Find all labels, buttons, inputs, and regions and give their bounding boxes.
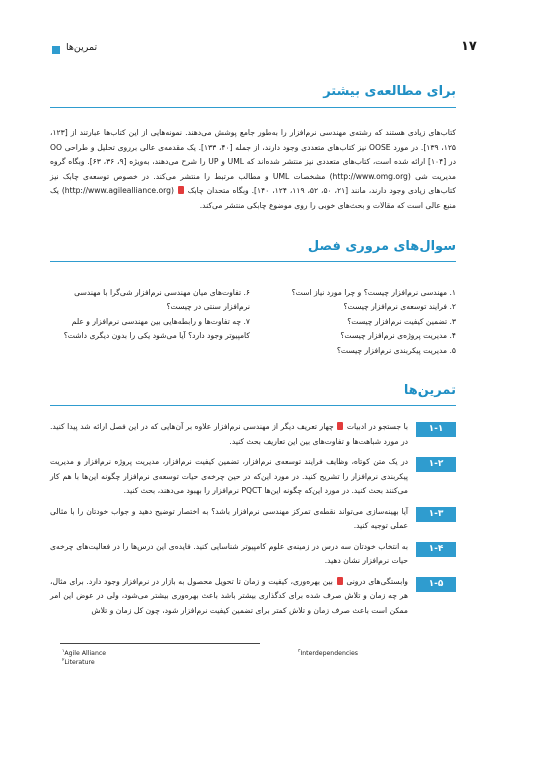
- further-reading-heading: برای مطالعه‌ی بیشتر: [323, 84, 456, 99]
- review-question: ۱. مهندسی نرم‌افزار چیست؟ و چرا مورد نیاز است؟: [291, 288, 456, 297]
- exercise-item: [50, 575, 456, 619]
- footnote-marker-icon: [178, 186, 184, 194]
- exercise-list: [50, 420, 456, 618]
- footnote: $^۳$Interdependencies: [298, 649, 359, 658]
- footnote: $^۱$Agile Alliance: [62, 649, 107, 658]
- header-square-icon: [52, 46, 60, 54]
- review-question: ۴. مدیریت پروژه‌ی نرم‌افزار چیست؟: [340, 331, 456, 341]
- exercise-text-part: با جستجو در ادبیات: [346, 422, 409, 431]
- further-reading-rule: [50, 107, 456, 108]
- review-question: ۲. فرایند توسعه‌ی نرم‌افزار چیست؟: [343, 302, 456, 312]
- exercise-text: آیا بهینه‌سازی می‌تواند نقطه‌ی تمرکز مهندسی نرم‌افزار باشد؟ به اختصار توضیح دهید و جواب خودتان را با مثالی عملی توجیه کنید.: [50, 506, 408, 530]
- exercise-text: [50, 420, 408, 449]
- exercise-item: [50, 420, 456, 449]
- exercise-item: [50, 540, 456, 569]
- footnote: $^۲$Literature: [62, 658, 95, 667]
- review-questions-rule: [50, 261, 456, 262]
- exercise-item: [50, 505, 456, 534]
- exercise-text-part: چهار تعریف دیگر از مهندسی نرم‌افزار علاوه بر آن‌هایی که در این فصل ارائه شد پیدا کنید. در مورد شباهت‌ها و تفاوت‌های بین این تعاریف بحث کنید.: [50, 422, 408, 446]
- review-question: ۳. تضمین کیفیت نرم‌افزار چیست؟: [347, 316, 456, 326]
- review-question: ۵. مدیریت پیکربندی نرم‌افزار چیست؟: [336, 345, 456, 355]
- review-question: ۷. چه تفاوت‌ها و رابطه‌هایی بین مهندسی نرم‌افزار و علم کامپیوتر وجود دارد؟ آیا می‌شود یکی را بدون دیگری داشت؟: [63, 316, 250, 341]
- review-question: ۶. تفاوت‌های میان مهندسی نرم‌افزار شی‌گرا با مهندسی نرم‌افزار سنتی در چیست؟: [74, 288, 250, 312]
- exercise-number-badge: ۱-۲: [416, 457, 456, 472]
- exercises-rule: [50, 405, 456, 406]
- exercise-number-badge: ۱-۵: [416, 577, 456, 592]
- exercise-item: [50, 455, 456, 499]
- exercise-text: [50, 575, 408, 619]
- exercise-text-part: وابستگی‌های درونی: [346, 576, 408, 586]
- review-questions-heading: سوال‌های مروری فصل: [307, 239, 456, 254]
- page-number: ۱۷: [461, 39, 477, 54]
- exercise-text: در یک متن کوتاه، وظایف فرایند توسعه‌ی نرم‌افزار، تضمین کیفیت نرم‌افزار، مدیریت پروژه نرم‌افزار و مدیریت پیکربندی نرم‌افزار را تشریح کنید. در مورد این‌که در حین چرخه‌ی حیات توسعه‌ی نرم‌افزار چگونه این‌ها با هم کار می‌کنند بحث کنید. در مورد این‌که چگونه این‌ها PQCT نرم‌افزار را بهبود می‌دهند، بحث کنید.: [50, 457, 408, 495]
- exercises-heading: تمرین‌ها: [403, 383, 456, 398]
- footnote-rule: [60, 643, 260, 644]
- further-reading-paragraph: [50, 126, 456, 214]
- exercise-number-badge: ۱-۳: [416, 507, 456, 522]
- exercise-text: به انتخاب خودتان سه درس در زمینه‌ی علوم کامپیوتر شناسایی کنید. فایده‌ی این درس‌ها را در فعالیت‌های چرخه‌ی حیات نرم‌افزار نشان دهید.: [50, 541, 408, 565]
- exercise-number-badge: ۱-۱: [416, 422, 456, 437]
- exercise-number-badge: ۱-۴: [416, 542, 456, 557]
- running-header-title: تمرین‌ها: [66, 42, 98, 53]
- footnote-marker-icon: [337, 577, 343, 585]
- footnote-marker-icon: [337, 422, 343, 430]
- exercise-text-part: بین بهره‌وری، کیفیت و زمان تا تحویل محصول به بازار در نرم‌افزار وجود دارد. برای مثال، هر چه زمان و تلاش صرف شده برای کدگذاری بیشتر باشد باعث بهره‌وری بیشتر می‌شود، ولی در عوض این امر ممکن است باعث صرف زمان و تلاش کمتر برای تضمین کیفیت نرم‌افزار شود، چون کل زمان و تلاش: [50, 576, 408, 615]
- review-questions-right-column: [264, 286, 456, 358]
- further-reading-text-2: (http://www.agilealliance.org) یک منبع عالی است که مقالات و بحث‌های خوبی را روی موضوع چابکی منتشر می‌کند.: [50, 186, 456, 210]
- further-reading-text-1: کتاب‌های زیادی هستند که رشته‌ی مهندسی نرم‌افزار را به‌طور جامع پوشش می‌دهند. نمونه‌هایی از این کتاب‌ها عبارتند از [۱۲۳، ۱۲۵، ۱۳۹]. در مورد OOSE نیز کتاب‌های متعددی وجود دارند، از جمله [۴۰، ۱۳۳]. یک مقدمه‌ی عالی برروی تحلیل و طراحی OO در [۱۰۴] ارائه شده است، کتاب‌های متعددی نیز منتشر شده‌اند که UML و UP را شرح می‌دهند، به‌ویژه [۹، ۳۶، ۶۳]. وبگاه گروه مدیریت شی (http://www.omg.org) مشخصات UML و مطالب مرتبط را منتشر می‌کند. در خصوص توسعه‌ی چابک نیز کتاب‌های زیادی وجود دارند، مانند [۲۱، ۵۰، ۵۲، ۱۱۹، ۱۲۴، ۱۴۰]. وبگاه متحدان چابک: [50, 128, 457, 196]
- review-questions-left-column: [50, 286, 250, 344]
